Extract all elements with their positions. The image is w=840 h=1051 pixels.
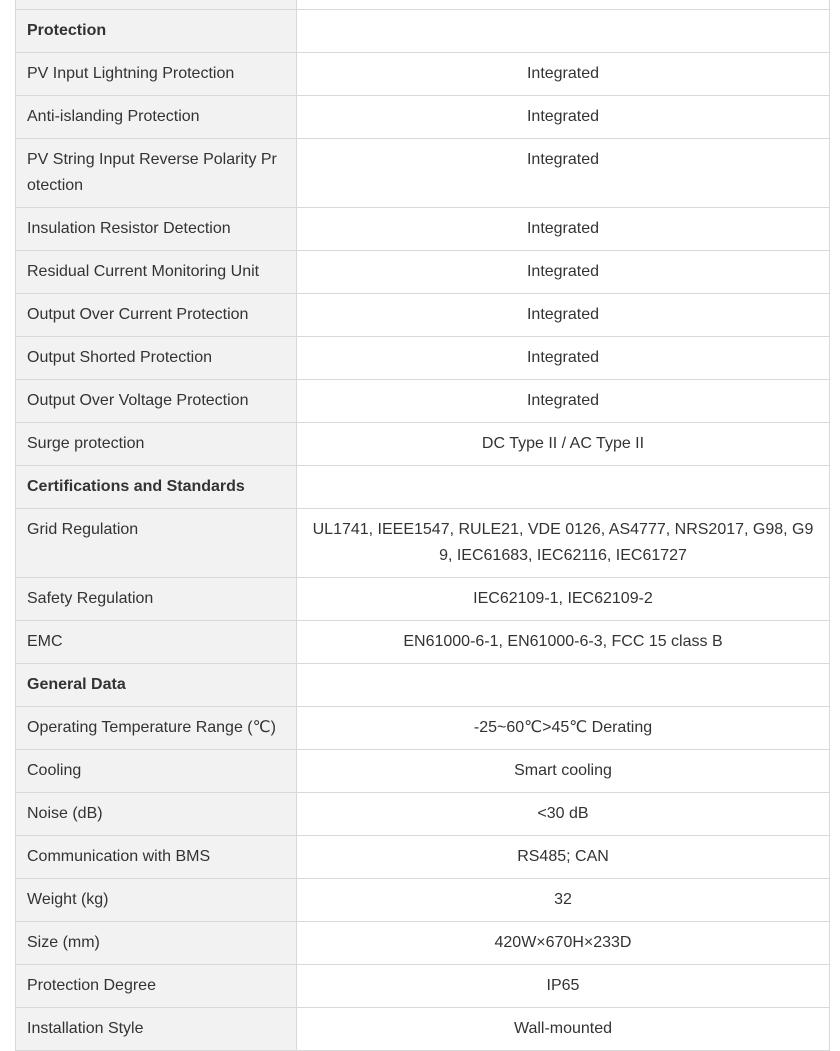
table-row <box>16 1008 830 1051</box>
spec-value-cell: -25~60℃>45℃ Derating <box>297 707 830 750</box>
spec-value-cell <box>297 0 830 10</box>
section-heading: Certifications and Standards <box>16 466 297 509</box>
table-row <box>16 294 830 337</box>
spec-label-cell: Grid Regulation <box>16 509 297 578</box>
section-heading: General Data <box>16 664 297 707</box>
spec-label-cell: Protection Degree <box>16 965 297 1008</box>
spec-value-cell: UL1741, IEEE1547, RULE21, VDE 0126, AS4777, NRS2017, G98, G99, IEC61683, IEC62116, IEC61727 <box>297 509 830 578</box>
section-row-general-data <box>16 664 830 707</box>
spec-label-cell: Operating Temperature Range (℃) <box>16 707 297 750</box>
spec-label-cell: Weight (kg) <box>16 879 297 922</box>
spec-value-cell: Smart cooling <box>297 750 830 793</box>
table-row <box>16 337 830 380</box>
table-row <box>16 793 830 836</box>
table-row <box>16 380 830 423</box>
table-row <box>16 208 830 251</box>
spec-label-cell: PV Input Lightning Protection <box>16 53 297 96</box>
section-heading: Protection <box>16 10 297 53</box>
table-row <box>16 509 830 578</box>
spec-value-cell: <30 dB <box>297 793 830 836</box>
spec-value-cell: Integrated <box>297 53 830 96</box>
spec-value-cell: Wall-mounted <box>297 1008 830 1051</box>
spec-label-cell: EMC <box>16 621 297 664</box>
spec-label-cell: Anti-islanding Protection <box>16 96 297 139</box>
spec-value-cell: IP65 <box>297 965 830 1008</box>
spec-value-cell: 32 <box>297 879 830 922</box>
spec-value-cell <box>297 664 830 707</box>
spec-label-cell: Surge protection <box>16 423 297 466</box>
table-row <box>16 53 830 96</box>
spec-value-cell: Integrated <box>297 294 830 337</box>
spec-label-cell: Output Over Current Protection <box>16 294 297 337</box>
spec-value-cell: EN61000-6-1, EN61000-6-3, FCC 15 class B <box>297 621 830 664</box>
table-row <box>16 707 830 750</box>
table-row <box>16 139 830 208</box>
spec-value-cell: Integrated <box>297 337 830 380</box>
spec-label-cell: Noise (dB) <box>16 793 297 836</box>
table-row <box>16 965 830 1008</box>
spec-label-cell: Residual Current Monitoring Unit <box>16 251 297 294</box>
spec-value-cell: Integrated <box>297 208 830 251</box>
spec-table <box>15 0 830 1051</box>
spec-value-cell: DC Type II / AC Type II <box>297 423 830 466</box>
table-row <box>16 836 830 879</box>
spec-value-cell: 420W×670H×233D <box>297 922 830 965</box>
spec-label-cell: Insulation Resistor Detection <box>16 208 297 251</box>
table-row <box>16 750 830 793</box>
spec-value-cell: RS485; CAN <box>297 836 830 879</box>
spec-label-cell: Size (mm) <box>16 922 297 965</box>
spec-value-cell: Integrated <box>297 96 830 139</box>
spec-label-cell: Cooling <box>16 750 297 793</box>
section-row-protection <box>16 10 830 53</box>
spec-value-cell: Integrated <box>297 380 830 423</box>
table-row <box>16 96 830 139</box>
spec-table-body <box>16 0 830 1051</box>
spec-label-cell: Safety Regulation <box>16 578 297 621</box>
table-row <box>16 621 830 664</box>
spec-value-cell: Integrated <box>297 139 830 208</box>
table-row <box>16 922 830 965</box>
table-row <box>16 879 830 922</box>
spec-value-cell: Integrated <box>297 251 830 294</box>
spec-label-cell: Communication with BMS <box>16 836 297 879</box>
spec-value-cell <box>297 466 830 509</box>
table-row <box>16 423 830 466</box>
spec-value-cell: IEC62109-1, IEC62109-2 <box>297 578 830 621</box>
spec-value-cell <box>297 10 830 53</box>
table-row <box>16 251 830 294</box>
section-row-certifications <box>16 466 830 509</box>
table-row <box>16 578 830 621</box>
spec-label-cell <box>16 0 297 10</box>
spec-label-cell: Installation Style <box>16 1008 297 1051</box>
spec-label-cell: PV String Input Reverse Polarity Protection <box>16 139 297 208</box>
table-row <box>16 0 830 10</box>
spec-label-cell: Output Over Voltage Protection <box>16 380 297 423</box>
spec-label-cell: Output Shorted Protection <box>16 337 297 380</box>
